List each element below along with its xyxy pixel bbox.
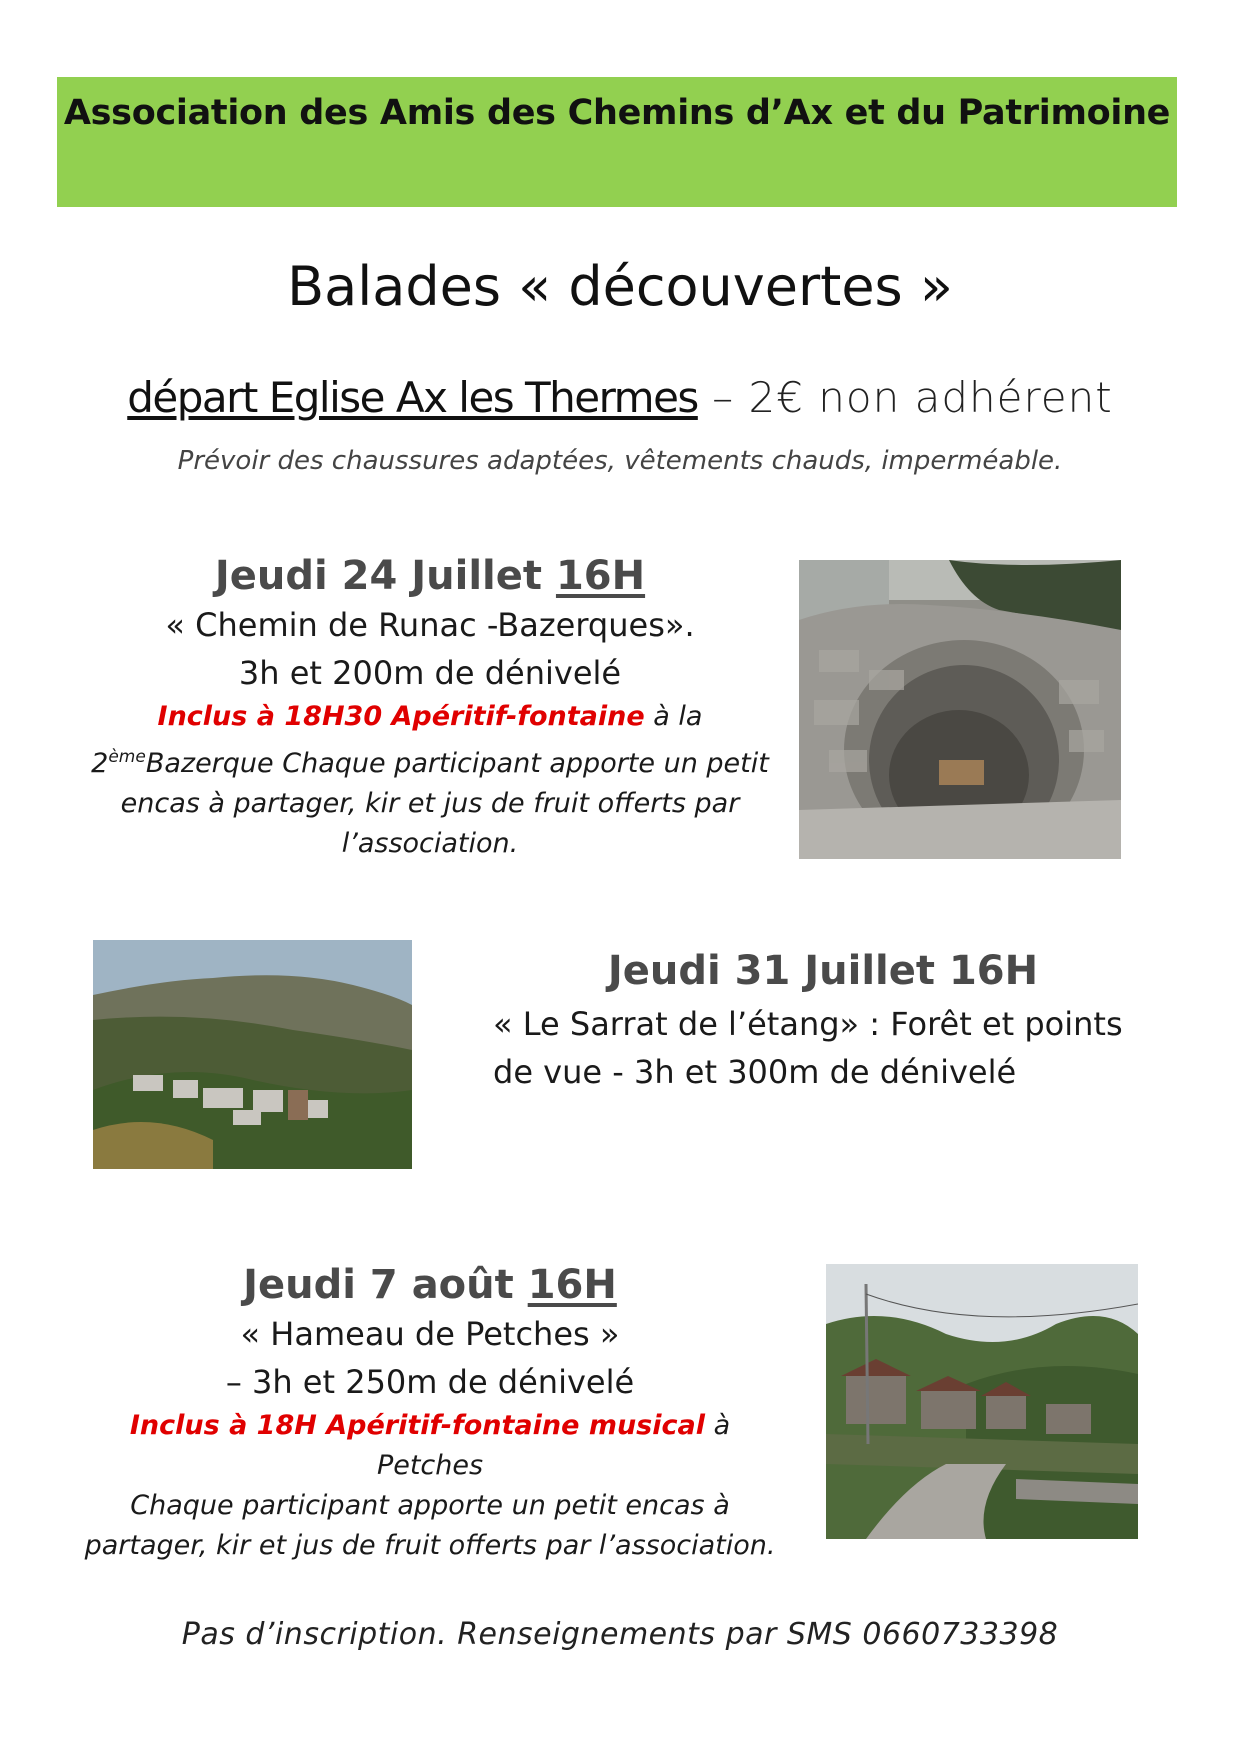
association-name: Association des Amis des Chemins d’Ax et du Patrimoine: [63, 93, 1171, 133]
footer-contact: Pas d’inscription. Renseignements par SMS 0660733398: [181, 1617, 1059, 1652]
event-1-details-2: encas à partager, kir et jus de fruit offerts par: [120, 788, 740, 819]
event-3-details-2: partager, kir et jus de fruit offerts par l’association.: [84, 1530, 776, 1561]
hamlet-photo: [826, 1264, 1138, 1539]
event-3-details: Chaque participant apporte un petit encas à: [130, 1490, 730, 1521]
event-3-date: Jeudi 7 août 16H: [243, 1262, 617, 1308]
event-3: [80, 1262, 780, 1566]
header-banner: [57, 77, 1177, 207]
event-1-included: Inclus à 18H30 Apéritif-fontaine à la: [157, 701, 703, 732]
event-3-route: « Hameau de Petches »: [240, 1315, 620, 1353]
departure-line: [0, 373, 1240, 422]
advice-note: Prévoir des chaussures adaptées, vêtements chauds, imperméable.: [177, 446, 1063, 476]
event-3-stats: – 3h et 250m de dénivelé: [225, 1363, 635, 1401]
event-3-included: Inclus à 18H Apéritif-fontaine musical à Petches: [129, 1410, 731, 1481]
event-2: [493, 948, 1153, 1096]
event-1-details-3: l’association.: [341, 828, 519, 859]
event-1: [80, 553, 780, 864]
page-title: Balades « découvertes »: [287, 255, 953, 318]
event-1-route: « Chemin de Runac -Bazerques».: [165, 606, 695, 644]
event-1-details: 2èmeBazerque Chaque participant apporte un petit: [91, 747, 769, 779]
event-2-route: « Le Sarrat de l’étang» : Forêt et points: [493, 1005, 1123, 1043]
event-1-date: Jeudi 24 Juillet 16H: [214, 553, 646, 599]
event-3-hour: 16H: [527, 1262, 617, 1308]
departure-place: départ Eglise Ax les Thermes: [127, 373, 698, 422]
village-photo: [93, 940, 412, 1169]
event-1-hour: 16H: [555, 553, 646, 599]
event-2-route-2: de vue - 3h et 300m de dénivelé: [493, 1053, 1017, 1091]
departure-price: – 2€ non adhérent: [697, 373, 1113, 422]
event-1-stats: 3h et 200m de dénivelé: [238, 654, 622, 692]
event-2-date: Jeudi 31 Juillet 16H: [607, 948, 1039, 994]
fountain-photo: [799, 560, 1121, 859]
